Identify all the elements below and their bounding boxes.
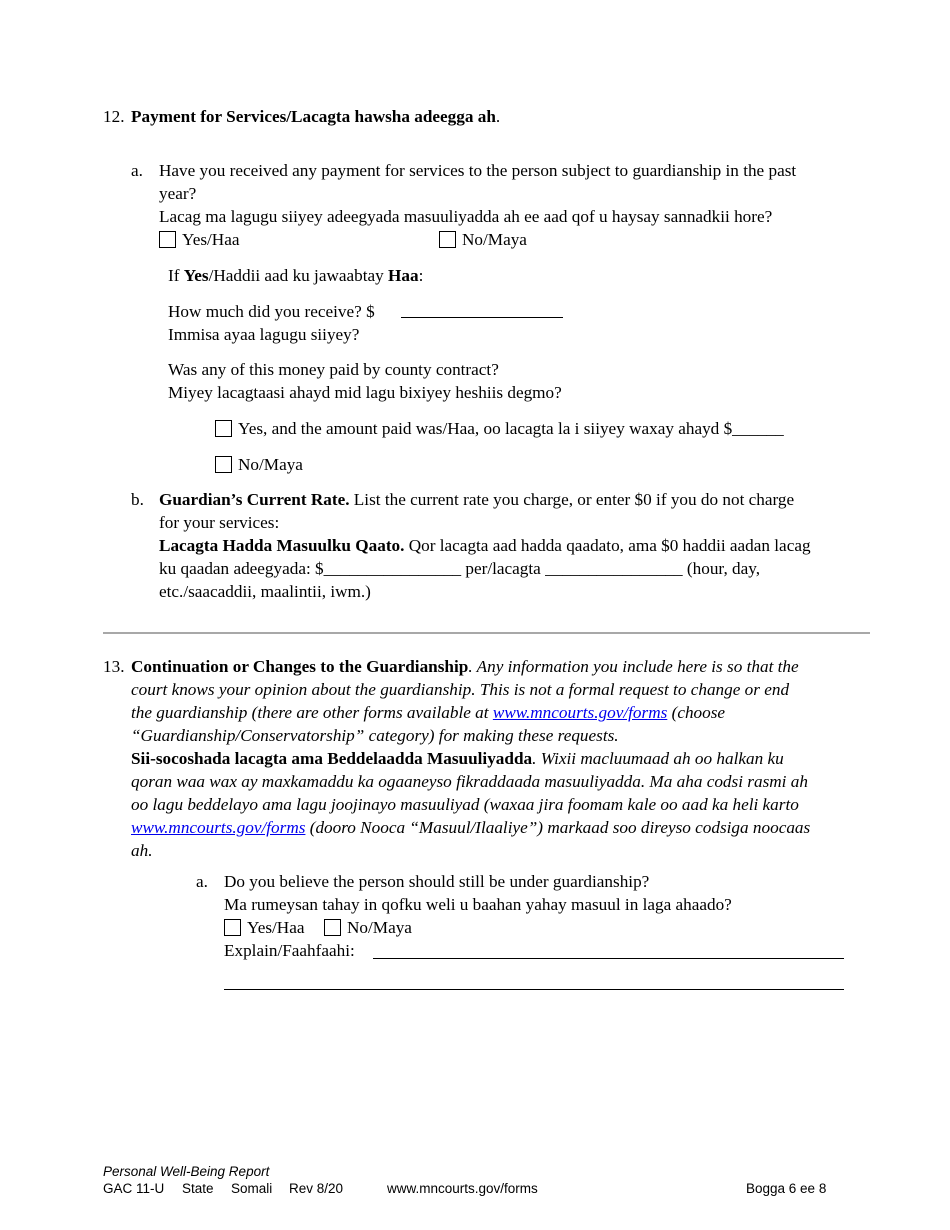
checkbox[interactable] [215,420,232,437]
checkbox[interactable] [224,919,241,936]
forms-link-so[interactable]: www.mncourts.gov/forms [131,818,306,837]
current-rate-en-2: for your services: [159,513,280,532]
payment-yes-option[interactable]: Yes/Haa [159,228,239,251]
item-13a-question-en: Do you believe the person should still be under guardianship? [224,872,650,891]
explain-field-line-2[interactable] [224,973,844,990]
item-12a-letter: a. [131,161,143,180]
section-13-so-line-2: qoran waa wax ay maxkamaddu ka ogaaneyso fikraddaada masuuliyadda. Ma aha codsi rasmi ah [131,772,808,791]
payment-no-option[interactable]: No/Maya [439,228,527,251]
county-yes-option[interactable]: Yes, and the amount paid was/Haa, oo lacagta la i siiyey waxay ahayd $______ [215,417,784,440]
footer-revision: Rev 8/20 [289,1181,344,1196]
section-13-line-3: the guardianship (there are other forms available at www.mncourts.gov/forms (choose [131,703,726,722]
guardianship-no-option[interactable]: No/Maya [324,916,412,939]
section-13-so-line-1: Sii-socoshada lacagta ama Beddelaadda Masuuliyadda. Wixii macluumaad ah oo halkan ku [131,749,784,768]
how-much-so: Immisa ayaa lagugu siiyey? [168,325,360,344]
item-12a-question-en-2: year? [159,184,197,203]
section-divider [103,632,870,634]
county-contract-en: Was any of this money paid by county contract? [168,360,499,379]
explain-label: Explain/Faahfaahi: [224,941,355,960]
amount-received-field[interactable] [401,301,563,318]
footer-form-code: GAC 11-U [103,1181,165,1196]
section-12-number: 12. [103,107,125,126]
footer-page-number: Bogga 6 ee 8 [746,1181,827,1196]
checkbox[interactable] [215,456,232,473]
explain-field-line-1[interactable] [373,942,844,959]
how-much-en: How much did you receive? $ [168,302,375,321]
footer-form-title: Personal Well-Being Report [103,1164,270,1179]
section-13-number: 13. [103,657,125,676]
forms-link[interactable]: www.mncourts.gov/forms [492,703,668,722]
checkbox[interactable] [324,919,341,936]
footer-url: www.mncourts.gov/forms [387,1181,538,1196]
checkbox[interactable] [439,231,456,248]
current-rate-so-2: ku qaadan adeegyada: $________________ per/lacagta ________________ (hour, day, [159,559,761,578]
section-12-title: Payment for Services/Lacagta hawsha adeegga ah. [131,107,501,126]
item-13a-question-so: Ma rumeysan tahay in qofku weli u baahan yahay masuul in laga ahaado? [224,895,732,914]
section-13-so-line-3: oo lagu beddelayo ama lagu joojinayo masuuliyad (waxaa jira foomam kale oo aad ka heli karto [131,795,799,814]
item-12a-question-so: Lacag ma lagugu siiyey adeegyada masuuliyadda ah ee aad qof u haysay sannadkii hore? [159,207,773,226]
item-12b-letter: b. [131,490,144,509]
section-13-so-line-5: ah. [131,841,153,860]
if-yes-instruction: If Yes/Haddii aad ku jawaabtay Haa: [168,266,424,285]
item-13a-letter: a. [196,872,208,891]
item-12a-question-en-1: Have you received any payment for services to the person subject to guardianship in the past [159,161,797,180]
section-13-line-2: court knows your opinion about the guardianship. This is not a formal request to change or end [131,680,790,699]
county-contract-so: Miyey lacagtaasi ahayd mid lagu bixiyey heshiis degmo? [168,383,562,402]
current-rate-en-1: Guardian’s Current Rate. List the current rate you charge, or enter $0 if you do not charge [159,490,795,509]
section-13-so-line-4: www.mncourts.gov/forms (dooro Nooca “Masuul/Ilaaliye”) markaad soo direyso codsiga noocaas [131,818,811,837]
section-13-line-1: Continuation or Changes to the Guardianship. Any information you include here is so that the [131,657,799,676]
footer-state: State [182,1181,214,1196]
current-rate-so-1: Lacagta Hadda Masuulku Qaato. Qor lacagta aad hadda qaadato, ama $0 haddii aadan lacag [159,536,811,555]
current-rate-so-3: etc./saacaddii, maalintii, iwm.) [159,582,371,601]
county-no-option[interactable]: No/Maya [215,453,303,476]
checkbox[interactable] [159,231,176,248]
section-13-line-4: “Guardianship/Conservatorship” category) for making these requests. [131,726,619,745]
guardianship-yes-option[interactable]: Yes/Haa [224,916,304,939]
footer-language: Somali [231,1181,273,1196]
